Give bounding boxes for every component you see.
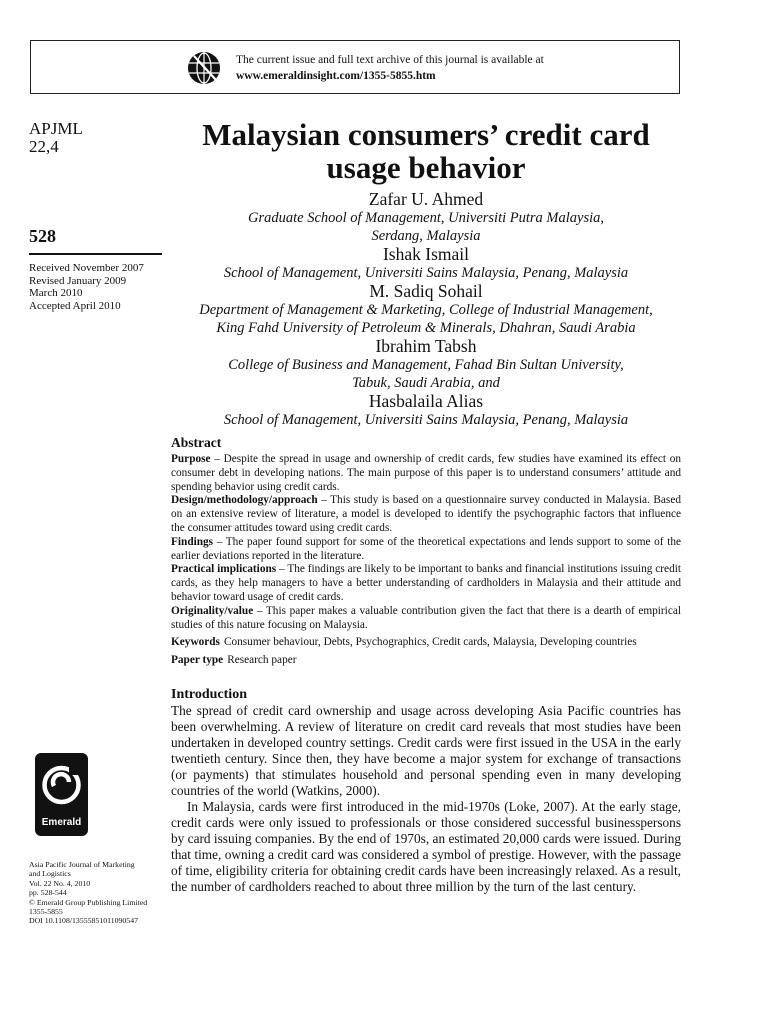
accepted-date: Accepted April 2010 [29,299,121,312]
author-name: Ibrahim Tabsh [375,336,477,356]
purpose-text: – Despite the spread in usage and ownership of credit cards, few studies have examined its effect on consumer debt in developing nations. The main purpose of this paper is to understand consumers’ attitude and spending behavior using credit cards. [171,453,681,493]
originality-text: – This paper makes a valuable contribution given the fact that there is a dearth of empirical studies of this nature focusing on Malaysia. [171,604,681,631]
paper-type-label: Paper type [171,654,224,667]
purpose-label: Purpose [171,453,211,465]
title-line-2: usage behavior [326,150,526,185]
pubinfo-doi: DOI 10.1108/13555851011090547 [29,916,139,926]
abstract-heading: Abstract [171,435,222,450]
pubinfo-copyright: © Emerald Group Publishing Limited [29,897,148,907]
introduction-paragraph-1: The spread of credit card ownership and usage across developing Asia Pacific countries has been overwhelming. A review of literature on credit card reveals that most studies have been undertaken in developed country settings. Credit cards were first issued in the USA in the early twentieth century. Since then, they have become a major system for exchange of transactions (or payments) that stimulates household and personal spending even in many developing countries of the world (Watkins, 2000). [171,703,681,799]
author-affiliation: Graduate School of Management, Universiti Putra Malaysia, [247,210,604,226]
received-date: Received November 2007 [29,262,144,274]
author-name: M. Sadiq Sohail [369,281,483,301]
history-dates [29,262,144,312]
publication-info [29,860,169,926]
author-name: Hasbalaila Alias [368,391,484,411]
abstract-practical [171,563,681,604]
author-affiliation: King Fahd University of Petroleum & Minerals, Dhahran, Saudi Arabia [216,320,636,336]
revised-date: Revised January 2009 [29,274,127,287]
title-line-1: Malaysian consumers’ credit card [202,117,650,152]
author-name: Zafar U. Ahmed [368,189,484,209]
page-number: 528 [29,226,56,246]
author-affiliation: Serdang, Malaysia [371,228,481,244]
keywords [171,635,681,649]
sidebar-divider [29,253,162,255]
pubinfo-pages: pp. 528-544 [29,888,67,898]
journal-abbreviation: APJML [29,119,83,138]
pubinfo-issn: 1355-5855 [29,907,63,917]
keywords-text: Consumer behaviour, Debts, Psychographics, Credit cards, Malaysia, Developing countries [223,636,637,649]
article-body [171,118,681,895]
pubinfo-volume: Vol. 22 No. 4, 2010 [29,878,91,888]
author-list [171,190,681,429]
journal-banner [30,40,680,94]
journal-volume: 22,4 [29,137,59,156]
author-affiliation: School of Management, Universiti Sains Malaysia, Penang, Malaysia [223,412,629,428]
archive-link[interactable]: www.emeraldinsight.com/1355-5855.htm [236,70,436,82]
author-affiliation: Department of Management & Marketing, College of Industrial Management, [199,302,653,318]
practical-text: – The findings are likely to be important to banks and financial institutions issuing credit cards, as they help managers to have a better understanding of cardholders in Malaysia and their attitude and behavior toward usage of credit cards. [171,563,681,603]
practical-label: Practical implications [171,563,277,576]
author-affiliation: College of Business and Management, Fahad Bin Sultan University, [228,357,624,373]
originality-label: Originality/value [171,604,254,617]
banner-notice: The current issue and full text archive of this journal is available at [236,54,544,66]
abstract-design [171,494,681,535]
emerald-logo-icon [35,753,88,815]
paper-type-text: Research paper [227,654,297,667]
abstract-originality [171,605,681,633]
design-text: – This study is based on a questionnaire survey conducted in Malaysia. Based on an extensive review of literature, a model is developed to identify the psychographic factors that influence the consumer attitudes toward using credit cards. [171,494,681,534]
keywords-label: Keywords [171,636,220,649]
author-name: Ishak Ismail [382,244,470,264]
logo-wordmark: Emerald [41,817,82,828]
pubinfo-journal: Asia Pacific Journal of Marketing [29,860,135,869]
pubinfo-journal-cont: and Logistics [29,869,71,879]
findings-label: Findings [171,535,214,548]
author-affiliation: School of Management, Universiti Sains Malaysia, Penang, Malaysia [223,265,629,281]
design-label: Design/methodology/approach [171,494,318,507]
findings-text: – The paper found support for some of the theoretical expectations and lends support to some of the earlier deviations reported in the literature. [171,535,681,562]
globe-icon [186,50,222,86]
abstract-findings [171,536,681,564]
introduction-paragraph-2: In Malaysia, cards were first introduced in the mid-1970s (Loke, 2007). At the early stage, credit cards were only issued to professionals or those considered successful businesspersons by card issuing companies. By the end of 1970s, an estimated 20,000 cards were issued. During that time, owning a credit card was considered a symbol of prestige. However, with the passage of time, eligibility criteria for obtaining credit cards have been increasingly relaxed. As a result, the number of cardholders reached to about three million by the turn of the last century. [171,799,681,895]
emerald-logo [35,753,88,836]
paper-type [171,653,681,667]
journal-sidebar [29,120,164,156]
introduction-heading: Introduction [171,687,247,703]
revised-date-2: March 2010 [29,287,83,299]
abstract-purpose [171,453,681,494]
article-title [171,118,681,184]
author-affiliation: Tabuk, Saudi Arabia, and [352,375,500,391]
